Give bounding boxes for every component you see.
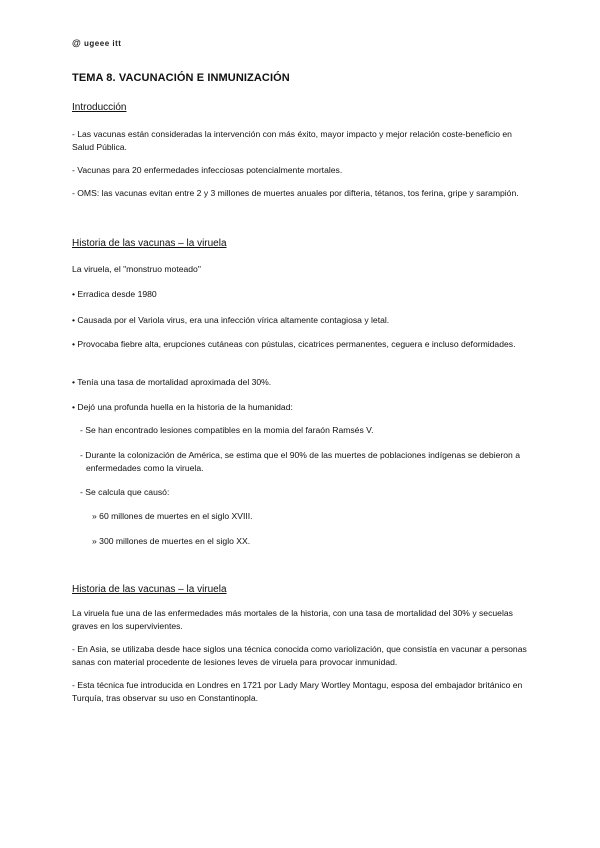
bullet-huella: • Dejó una profunda huella en la historia de la humanidad: [72,402,293,412]
intro-paragraph-2: - Vacunas para 20 enfermedades infecciosas potencialmente mortales. [72,165,343,175]
history2-paragraph-2: - En Asia, se utilizaba desde hace siglos una técnica conocida como variolización, que consistía en vacunar a personas sanas con material procedente de lesiones leves de viruela para provocar inmunidad. [72,644,527,667]
history2-paragraph-1: La viruela fue una de las enfermedades más mortales de la historia, con una tasa de mortalidad del 30% y secuelas graves en los supervivientes. [72,608,513,631]
bullet-mortalidad: • Tenía una tasa de mortalidad aproximada del 30%. [72,377,272,387]
logo-text: ugeee itt [84,39,122,48]
intro-paragraph-3: - OMS: las vacunas evitan entre 2 y 3 millones de muertes anuales por difteria, tétanos, tos ferina, gripe y sarampión. [72,188,519,198]
intro-paragraph-1: - Las vacunas están consideradas la intervención con más éxito, mayor impacto y mejor relación coste-beneficio en Salud Pública. [72,129,512,152]
sub-bullet-causo: - Se calcula que causó: [80,487,170,497]
history1-lead: La viruela, el "monstruo moteado" [72,264,201,274]
logo-at-symbol: @ [72,38,82,48]
bullet-causada: • Causada por el Variola virus, era una infección vírica altamente contagiosa y letal. [72,315,390,325]
section-heading-historia-1: Historia de las vacunas – la viruela [72,238,227,249]
section-heading-introduccion: Introducción [72,102,127,113]
document-title: TEMA 8. VACUNACIÓN E INMUNIZACIÓN [72,72,290,84]
sub-bullet-colonizacion: - Durante la colonización de América, se estima que el 90% de las muertes de poblaciones indígenas se debieron a enfermedades como la viruela. [80,450,520,473]
header-logo [72,38,121,48]
sub-bullet-ramses: - Se han encontrado lesiones compatibles en la momia del faraón Ramsés V. [80,425,374,435]
history2-paragraph-3: - Esta técnica fue introducida en Londres en 1721 por Lady Mary Wortley Montagu, esposa del embajador británico en Turquía, tras observar su uso en Constantinopla. [72,680,523,703]
sub-sub-bullet-siglo-xx: » 300 millones de muertes en el siglo XX. [92,536,251,546]
bullet-erradicada: • Erradica desde 1980 [72,289,157,299]
bullet-provocaba: • Provocaba fiebre alta, erupciones cutáneas con pústulas, cicatrices permanentes, ceguera e incluso deformidades. [72,339,516,349]
section-heading-historia-2: Historia de las vacunas – la viruela [72,584,227,595]
sub-sub-bullet-siglo-xviii: » 60 millones de muertes en el siglo XVIII. [92,511,253,521]
